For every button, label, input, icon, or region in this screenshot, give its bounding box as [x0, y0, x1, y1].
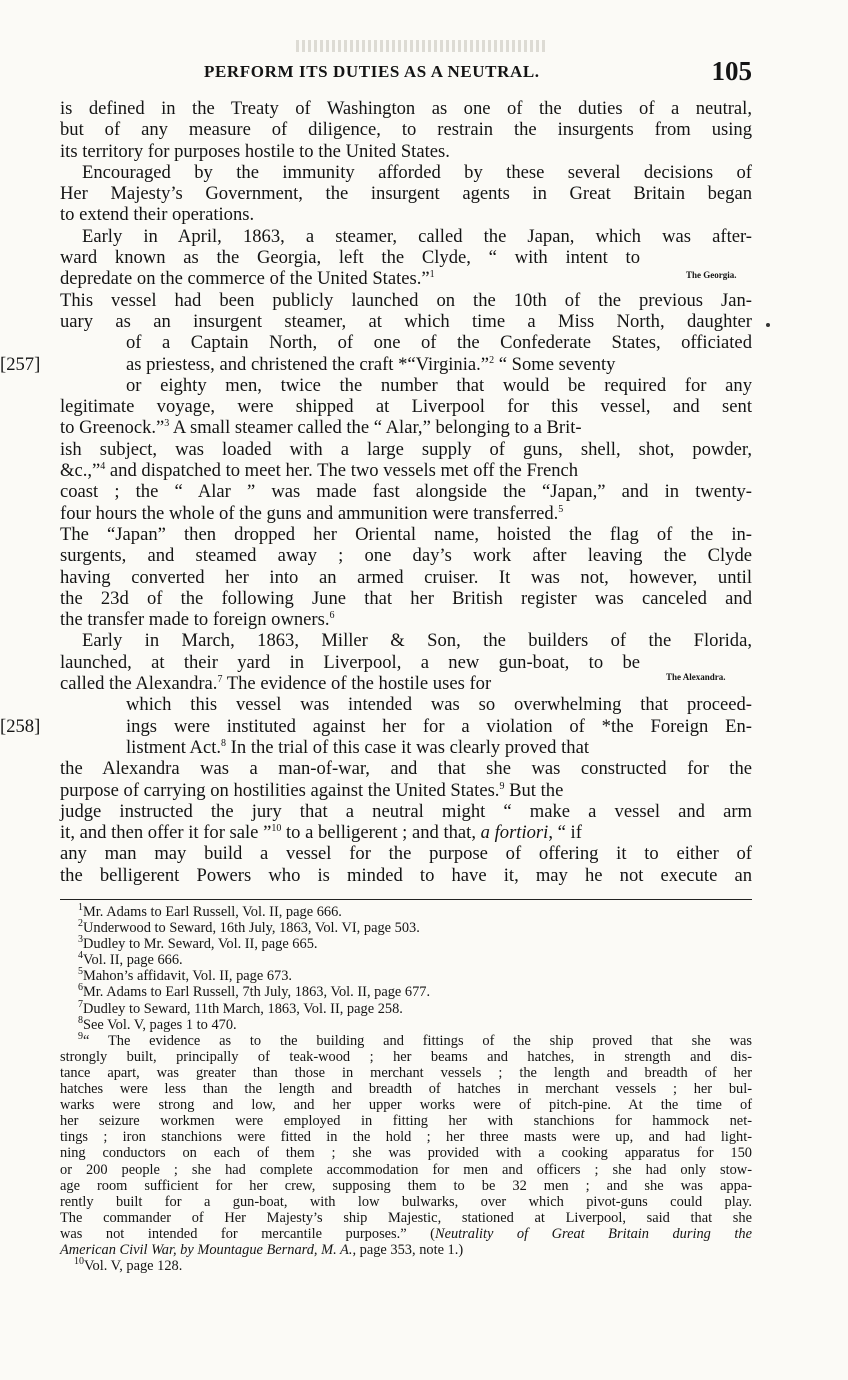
body-line-text: “ Some seventy	[494, 353, 616, 375]
footnote-rule	[60, 899, 752, 900]
body-line: coast ; the “ Alar ” was made fast alongside the “Japan,” and in twenty-	[60, 481, 752, 503]
footnote	[60, 1258, 752, 1274]
footnote-line: tance apart, was greater than those in merchant vessels ; the length and breadth of her	[60, 1064, 752, 1081]
footnote-text: See Vol. V, pages 1 to 470.	[83, 1016, 237, 1033]
body-line: the belligerent Powers who is minded to have it, may he not execute an	[60, 864, 752, 886]
footnote-line: age room sufficient for her crew, supposing them to be 32 men ; and she was appa-	[60, 1177, 752, 1194]
body-line: This vessel had been publicly launched on the 10th of the previous Jan-	[60, 289, 752, 311]
footnote-ref: 7	[217, 673, 223, 685]
stray-mark	[766, 323, 770, 327]
footnote-text: Underwood to Seward, 16th July, 1863, Vol. VI, page 503.	[83, 920, 420, 937]
footnote	[60, 968, 752, 984]
body-line-text: the transfer made to foreign owners.	[60, 609, 330, 631]
body-line: judge instructed the jury that a neutral might “ make a vessel and arm	[60, 800, 752, 822]
body-line-text: four hours the whole of the guns and ammunition were transferred.	[60, 502, 559, 524]
body-line: ward known as the Georgia, left the Clyde, “ with intent to	[60, 247, 640, 269]
body-line: of a Captain North, of one of the Confederate States, officiated	[126, 332, 752, 354]
print-smudge	[296, 40, 546, 52]
sidenote-georgia: The Georgia.	[686, 270, 737, 280]
body-line-text: A small steamer called the “ Alar,” belonging to a Brit-	[169, 417, 582, 439]
body-line-text: depredate on the commerce of the United States.”	[60, 268, 430, 290]
footnote-ref: 2	[489, 354, 495, 366]
body-line-text: ings were instituted against her for a violation of *the Foreign En-	[126, 715, 752, 737]
body-line	[60, 503, 752, 524]
footnotes	[60, 904, 752, 1274]
footnote-number: 3	[78, 934, 83, 946]
body-line	[60, 673, 640, 694]
body-line: ish subject, was loaded with a large supply of guns, shell, shot, powder,	[60, 438, 752, 460]
body-line: Encouraged by the immunity afforded by these several decisions of	[82, 161, 752, 183]
body-line-text: to a belligerent ; and that,	[281, 822, 481, 844]
footnote	[60, 1014, 752, 1033]
footnote	[60, 904, 752, 920]
body-line: but of any measure of diligence, to restrain the insurgents from using	[60, 119, 752, 141]
body-line: having converted her into an armed cruiser. It was not, however, until	[60, 566, 752, 588]
footnote-citation-italic: Neutrality of Great Britain during the	[434, 1225, 752, 1242]
body-line	[60, 268, 640, 289]
body-line-text: to Greenock.”	[60, 417, 165, 439]
footnote	[60, 952, 752, 968]
footnote-text: page 353, note 1.)	[356, 1241, 464, 1258]
footnote-ref: 4	[100, 460, 106, 472]
footnote	[60, 936, 752, 952]
body-line: The “Japan” then dropped her Oriental name, hoisted the flag of the in-	[60, 523, 752, 545]
margin-marker-258: [258]	[0, 715, 41, 737]
footnote-text: “ The evidence as to the building and fittings of the ship proved that she was	[83, 1032, 752, 1049]
body-line: the 23d of the following June that her British register was canceled and	[60, 587, 752, 609]
footnote-ref: 10	[271, 822, 282, 834]
body-line	[60, 737, 752, 758]
footnote-number: 7	[78, 998, 83, 1010]
footnote-text: Dudley to Seward, 11th March, 1863, Vol. II, page 258.	[83, 1000, 403, 1017]
footnote-number: 5	[78, 966, 83, 978]
footnote-line: warks were strong and low, and her upper works were of pitch-pine. At the time of	[60, 1097, 752, 1114]
body-line-text: &c.,”	[60, 460, 101, 482]
footnote-line: or 200 people ; she had complete accommodation for men and officers ; she had only stow-	[60, 1161, 752, 1178]
margin-marker-257: [257]	[0, 353, 41, 375]
footnote-number: 4	[78, 950, 83, 962]
body-line-text: it, and then offer it for sale ”	[60, 822, 272, 844]
body-line	[60, 417, 752, 438]
page-number: 105	[711, 56, 752, 86]
footnote-line: hatches were less than the length and breadth of hatches in merchant vessels ; her bul-	[60, 1081, 752, 1098]
body-line-text: The evidence of the hostile uses for	[222, 673, 492, 695]
body-line: Early in March, 1863, Miller & Son, the builders of the Florida,	[82, 630, 752, 652]
body-line: or eighty men, twice the number that would be required for any	[126, 374, 752, 396]
footnote-number: 6	[78, 982, 83, 994]
body-line: legitimate voyage, were shipped at Liverpool for this vessel, and sent	[60, 396, 752, 418]
body-line-text: and dispatched to meet her. The two vessels met off the French	[105, 460, 579, 482]
body-line: Her Majesty’s Government, the insurgent agents in Great Britain began	[60, 183, 752, 205]
footnote-line: tings ; iron stanchions were fitted in the hold ; her three masts were up, and had light-	[60, 1129, 752, 1146]
footnote	[60, 984, 752, 1000]
footnote-line: ning conductors on each of them ; she was provided with a cooking apparatus for 150	[60, 1145, 752, 1162]
footnote-citation-italic: American Civil War, by Mountague Bernard, M. A.,	[60, 1241, 357, 1258]
footnote-line: The commander of Her Majesty’s ship Majestic, stationed at Liverpool, said that she	[60, 1209, 752, 1226]
footnote-line: her seizure workmen were employed in fitting her with stanchions for hammock net-	[60, 1113, 752, 1130]
footnote-line	[60, 1030, 752, 1049]
body-line: is defined in the Treaty of Washington as one of the duties of a neutral,	[60, 98, 752, 119]
page-header	[60, 56, 752, 92]
body-line: the Alexandra was a man-of-war, and that she was constructed for the	[60, 758, 752, 780]
body-line	[0, 353, 752, 375]
body-line-text: listment Act.	[126, 736, 222, 758]
body-line: to extend their operations.	[60, 204, 255, 226]
footnote-number: 1	[78, 902, 83, 914]
footnote-text: was not intended for mercantile purposes.” (	[60, 1225, 435, 1242]
footnote-ref: 6	[329, 609, 335, 621]
footnote-number: 10	[74, 1256, 84, 1268]
body-line	[60, 780, 752, 801]
body-line-text: , “ if	[548, 822, 582, 844]
footnote	[60, 920, 752, 936]
footnote-line: strongly built, principally of teak-wood ; her beams and hatches, in strength and dis-	[60, 1048, 752, 1065]
footnote-text: Vol. II, page 666.	[83, 952, 183, 969]
body-line-text: But the	[504, 779, 564, 801]
body-line-text: purpose of carrying on hostilities against the United States.	[60, 779, 500, 801]
footnote-ref: 8	[221, 737, 227, 749]
body-line-text: In the trial of this case it was clearly proved that	[226, 736, 589, 758]
footnote	[60, 998, 752, 1017]
footnote-line	[60, 1242, 752, 1258]
footnote-text: Mahon’s affidavit, Vol. II, page 673.	[83, 968, 293, 985]
body-line	[60, 460, 752, 481]
body-line: uary as an insurgent steamer, at which time a Miss North, daughter	[60, 310, 752, 332]
footnote-9	[60, 1030, 752, 1258]
footnote-text: Mr. Adams to Earl Russell, Vol. II, page 666.	[83, 904, 342, 920]
body-line	[60, 609, 752, 630]
body-line-italic: a fortiori	[480, 822, 549, 844]
footnote-number: 2	[78, 918, 83, 930]
footnote-text: Dudley to Mr. Seward, Vol. II, page 665.	[83, 936, 318, 953]
body-line-text: called the Alexandra.	[60, 673, 218, 695]
body-line: its territory for purposes hostile to the United States.	[60, 140, 450, 162]
sidenote-alexandra: The Alexandra.	[666, 672, 726, 682]
body-line: Early in April, 1863, a steamer, called the Japan, which was after-	[82, 225, 752, 247]
footnote-ref: 9	[499, 780, 505, 792]
running-head: PERFORM ITS DUTIES AS A NEUTRAL.	[204, 62, 540, 81]
body-line-text: as priestess, and christened the craft *“Virginia.”	[126, 353, 490, 375]
body-line	[0, 715, 752, 737]
footnote-number: 9	[78, 1030, 83, 1042]
footnote-ref: 5	[558, 503, 564, 515]
body-line: launched, at their yard in Liverpool, a new gun-boat, to be	[60, 651, 640, 673]
body-line: which this vessel was intended was so overwhelming that proceed-	[126, 694, 752, 716]
body-text	[0, 98, 752, 886]
body-line: any man may build a vessel for the purpose of offering it to either of	[60, 843, 752, 865]
body-line	[60, 822, 752, 843]
footnote-text: Mr. Adams to Earl Russell, 7th July, 1863, Vol. II, page 677.	[83, 984, 431, 1001]
footnote-ref: 1	[429, 269, 435, 281]
footnote-line	[60, 1226, 752, 1242]
footnote-ref: 3	[164, 418, 170, 430]
footnote-number: 8	[78, 1014, 83, 1026]
body-line: surgents, and steamed away ; one day’s work after leaving the Clyde	[60, 545, 752, 567]
footnote-line: rently built for a gun-boat, with low bulwarks, over which pivot-guns could play.	[60, 1193, 752, 1210]
footnote-text: Vol. V, page 128.	[84, 1258, 183, 1275]
